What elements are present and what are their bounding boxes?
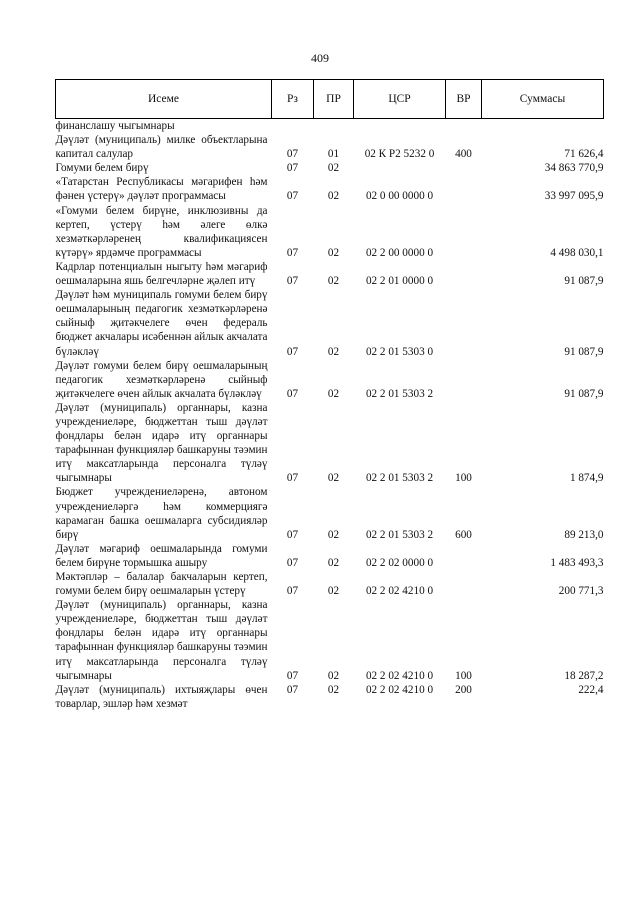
table-row: [56, 485, 604, 541]
cell-csr: 02 2 01 5303 2: [365, 528, 434, 541]
cell-sum: 33 997 095,9: [544, 190, 604, 203]
cell-rz: 07: [286, 556, 299, 569]
cell-sum: [482, 119, 604, 134]
cell-csr: 02 0 00 0000 0: [365, 190, 434, 203]
cell-rz: 07: [286, 387, 299, 400]
cell-name: «Татарстан Республикасы мәгарифен һәм фәнен үстерү» дәүләт программасы: [55, 176, 268, 203]
cell-rz: 07: [286, 683, 299, 696]
header-rz: Рз: [272, 80, 314, 119]
cell-pr: 02: [327, 669, 340, 682]
cell-pr: 01: [327, 148, 340, 161]
table-row: [56, 119, 604, 134]
cell-name: финанслашу чыгымнары: [55, 120, 175, 132]
cell-sum: 18 287,2: [564, 669, 604, 682]
cell-vr: [446, 359, 482, 401]
cell-vr: 100: [455, 472, 472, 485]
table-row: [56, 401, 604, 486]
cell-vr: [446, 204, 482, 260]
cell-rz: 07: [286, 190, 299, 203]
header-sum: Суммасы: [482, 80, 604, 119]
cell-vr: [446, 260, 482, 288]
header-vr: ВР: [446, 80, 482, 119]
cell-sum: 4 498 030,1: [550, 246, 604, 259]
cell-pr: 02: [327, 683, 340, 696]
cell-csr: 02 2 01 0000 0: [365, 275, 434, 288]
table-row: [56, 359, 604, 401]
cell-pr: 02: [327, 472, 340, 485]
header-name: Исеме: [56, 80, 272, 119]
cell-name: Дәүләт (муниципаль) милке объектларына капитал салулар: [55, 134, 268, 161]
cell-rz: 07: [286, 345, 299, 358]
cell-csr: 02 2 00 0000 0: [365, 246, 434, 259]
header-row: [56, 80, 604, 119]
cell-vr: [446, 542, 482, 570]
table-row: [56, 204, 604, 260]
cell-pr: 02: [327, 585, 340, 598]
cell-pr: [314, 119, 354, 134]
cell-vr: [446, 570, 482, 598]
budget-table: [55, 79, 604, 711]
table-row: [56, 175, 604, 203]
cell-csr: 02 К Р2 5232 0: [364, 148, 435, 161]
cell-pr: 02: [327, 528, 340, 541]
cell-rz: [272, 119, 314, 134]
cell-rz: 07: [286, 585, 299, 598]
cell-sum: 71 626,4: [564, 148, 604, 161]
cell-vr: [446, 175, 482, 203]
cell-rz: 07: [286, 669, 299, 682]
cell-name: Дәүләт гомуми белем бирү оешмаларының педагогик хезмәткәрләренә сыйныф җитәкчелеге өчен айлык акчалата бүләкләү: [55, 359, 268, 400]
table-row: [56, 161, 604, 175]
cell-name: Бюджет учреждениеләренә, автоном учреждениеләргә һәм коммерциягә карамаган башка оешмаларга субсидияләр бирү: [55, 486, 268, 541]
cell-sum: 91 087,9: [564, 275, 604, 288]
cell-vr: [446, 288, 482, 358]
table-row: [56, 570, 604, 598]
cell-sum: 91 087,9: [564, 387, 604, 400]
cell-csr: 02 2 02 0000 0: [365, 556, 434, 569]
cell-rz: 07: [286, 472, 299, 485]
cell-csr: [354, 161, 446, 175]
cell-csr: 02 2 02 4210 0: [365, 585, 434, 598]
cell-name: Кадрлар потенциалын ныгыту һәм мәгариф оешмаларына яшь белгечләрне җәлеп итү: [55, 260, 268, 288]
cell-pr: 02: [327, 162, 340, 175]
cell-sum: 91 087,9: [564, 345, 604, 358]
cell-name: Дәүләт (муниципаль) ихтыяҗлары өчен товарлар, эшләр һәм хезмәт: [55, 683, 268, 710]
cell-rz: 07: [286, 162, 299, 175]
cell-pr: 02: [327, 275, 340, 288]
cell-vr: 100: [455, 669, 472, 682]
cell-csr: 02 2 02 4210 0: [365, 683, 434, 696]
cell-pr: 02: [327, 345, 340, 358]
cell-sum: 1 483 493,3: [550, 556, 604, 569]
cell-pr: 02: [327, 246, 340, 259]
cell-name: Дәүләт (муниципаль) органнары, казна учреждениеләре, бюджеттан тыш дәүләт фондлары белән идарә итү органнары тарафыннан функцияләр башкаруны тәэмин итү максатларында персоналга түләү чыгымнары: [55, 401, 268, 485]
cell-rz: 07: [286, 148, 299, 161]
cell-name: Дәүләт мәгариф оешмаларында гомуми белем бирүне тормышка ашыру: [55, 542, 268, 569]
cell-rz: 07: [286, 275, 299, 288]
cell-vr: 200: [455, 683, 472, 696]
cell-csr: 02 2 02 4210 0: [365, 669, 434, 682]
cell-name: Гомуми белем бирү: [55, 162, 149, 175]
header-csr: ЦСР: [354, 80, 446, 119]
cell-sum: 89 213,0: [564, 528, 604, 541]
cell-csr: 02 2 01 5303 2: [365, 387, 434, 400]
table-row: [56, 683, 604, 711]
cell-sum: 200 771,3: [558, 585, 604, 598]
cell-vr: 400: [455, 148, 472, 161]
cell-pr: 02: [327, 190, 340, 203]
cell-name: «Гомуми белем бирүне, инклюзивны да кертеп, үстерү һәм әлеге өлкә хезмәткәрләренең квалификациясен күтәрү» ярдәмче программасы: [55, 204, 268, 259]
cell-csr: 02 2 01 5303 0: [365, 345, 434, 358]
table-row: [56, 133, 604, 161]
cell-rz: 07: [286, 246, 299, 259]
cell-rz: 07: [286, 528, 299, 541]
cell-pr: 02: [327, 387, 340, 400]
cell-sum: 34 863 770,9: [544, 162, 604, 175]
cell-csr: [354, 119, 446, 134]
page-number: 409: [311, 51, 329, 65]
table-row: [56, 542, 604, 570]
cell-sum: 1 874,9: [569, 472, 604, 485]
header-pr: ПР: [314, 80, 354, 119]
cell-name: Дәүләт (муниципаль) органнары, казна учреждениеләре, бюджеттан тыш дәүләт фондлары белән идарә итү органнары тарафыннан функцияләр башкаруны тәэмин итү максатларында персоналга түләү чыгымнары: [55, 599, 268, 682]
cell-vr: [446, 161, 482, 175]
table-row: [56, 260, 604, 288]
cell-name: Мәктәпләр – балалар бакчаларын кертеп, гомуми белем бирү оешмаларын үстерү: [55, 571, 268, 598]
cell-vr: [446, 119, 482, 134]
cell-vr: 600: [455, 528, 472, 541]
cell-name: Дәүләт һәм муниципаль гомуми белем бирү оешмаларының педагогик хезмәткәрләренә сыйныф җитәкчелеге өчен федераль бюджет акчалары исәбеннән айлык акчалата бүләкләү: [55, 289, 268, 358]
cell-csr: 02 2 01 5303 2: [365, 472, 434, 485]
table-row: [56, 288, 604, 358]
cell-pr: 02: [327, 556, 340, 569]
table-row: [56, 598, 604, 683]
cell-sum: 222,4: [578, 683, 604, 696]
